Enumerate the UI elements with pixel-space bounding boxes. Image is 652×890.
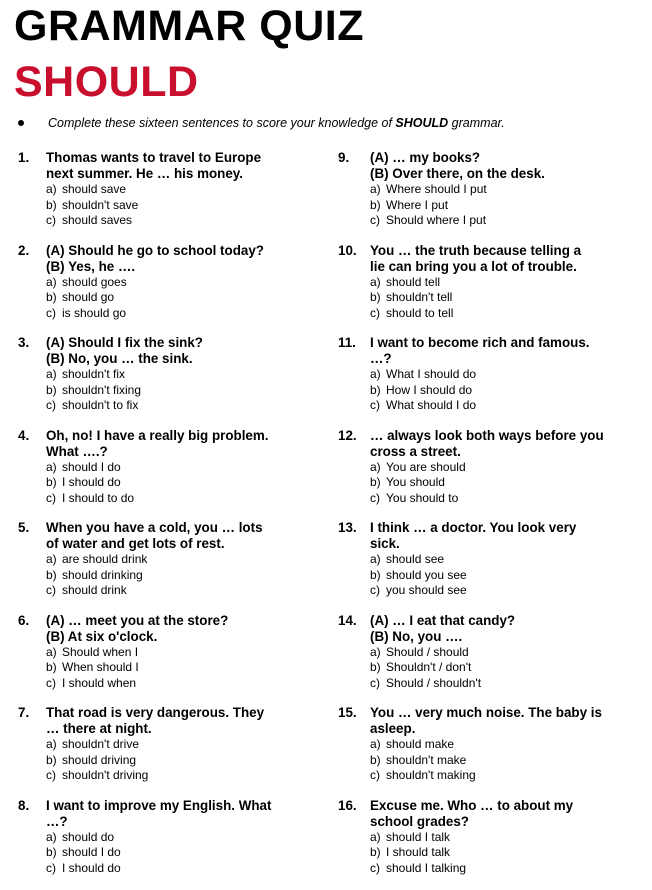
option-text: shouldn't tell [386, 290, 452, 304]
option-letter: b) [46, 660, 62, 676]
question-number: 5. [18, 520, 44, 535]
answer-option[interactable] [370, 845, 642, 861]
option-text: should see [386, 552, 444, 566]
option-letter: a) [370, 552, 386, 568]
option-text: should drinking [62, 568, 143, 582]
answer-option[interactable] [370, 290, 642, 306]
option-text: should to tell [386, 306, 453, 320]
instruction-emphasis: SHOULD [395, 116, 448, 130]
question-text: (A) … meet you at the store? (B) At six o'clock. [46, 613, 316, 645]
option-letter: c) [46, 768, 62, 784]
question-body [370, 428, 642, 507]
questions-column-left [14, 150, 304, 890]
option-text: should make [386, 737, 454, 751]
option-letter: c) [370, 491, 386, 507]
answer-option[interactable] [46, 475, 316, 491]
answer-option[interactable] [46, 830, 316, 846]
question-body [370, 705, 642, 784]
option-text: What I should do [386, 367, 476, 381]
answer-option[interactable] [370, 275, 642, 291]
instruction [14, 116, 644, 130]
option-letter: c) [370, 768, 386, 784]
question-item [14, 428, 304, 521]
bullet-icon [18, 120, 24, 126]
option-text: should do [62, 830, 114, 844]
question-number: 12. [338, 428, 368, 443]
answer-option[interactable] [370, 737, 642, 753]
question-body [46, 243, 316, 322]
answer-option[interactable] [370, 460, 642, 476]
answer-option[interactable] [370, 861, 642, 877]
answer-option[interactable] [46, 660, 316, 676]
option-letter: c) [46, 583, 62, 599]
option-text: How I should do [386, 383, 472, 397]
answer-option[interactable] [370, 753, 642, 769]
answer-option[interactable] [370, 583, 642, 599]
option-letter: b) [370, 198, 386, 214]
answer-option[interactable] [370, 660, 642, 676]
option-letter: b) [46, 290, 62, 306]
answer-option[interactable] [46, 460, 316, 476]
question-body [46, 335, 316, 414]
question-text: (A) Should I fix the sink? (B) No, you … the sink. [46, 335, 316, 367]
question-text: I want to become rich and famous. …? [370, 335, 642, 367]
question-item [334, 520, 624, 613]
option-letter: b) [46, 475, 62, 491]
option-letter: b) [370, 845, 386, 861]
question-item [334, 613, 624, 706]
option-letter: b) [46, 753, 62, 769]
question-item [14, 150, 304, 243]
question-text: You … very much noise. The baby is asleep. [370, 705, 642, 737]
option-text: shouldn't fix [62, 367, 125, 381]
option-text: should driving [62, 753, 136, 767]
option-text: You are should [386, 460, 466, 474]
option-letter: c) [46, 491, 62, 507]
option-letter: b) [46, 198, 62, 214]
option-text: Should when I [62, 645, 138, 659]
option-text: should goes [62, 275, 127, 289]
question-text: That road is very dangerous. They … there at night. [46, 705, 316, 737]
answer-option[interactable] [370, 552, 642, 568]
option-text: Where I put [386, 198, 448, 212]
question-text: I think … a doctor. You look very sick. [370, 520, 642, 552]
option-letter: a) [370, 275, 386, 291]
answer-option[interactable] [46, 753, 316, 769]
option-text: should you see [386, 568, 467, 582]
question-text: Excuse me. Who … to about my school grades? [370, 798, 642, 830]
question-number: 16. [338, 798, 368, 813]
question-item [334, 150, 624, 243]
answer-option[interactable] [46, 583, 316, 599]
option-letter: c) [46, 398, 62, 414]
option-letter: a) [46, 460, 62, 476]
option-text: shouldn't make [386, 753, 466, 767]
question-number: 2. [18, 243, 44, 258]
question-text: You … the truth because telling a lie can bring you a lot of trouble. [370, 243, 642, 275]
option-text: You should to [386, 491, 458, 505]
question-number: 14. [338, 613, 368, 628]
option-letter: b) [370, 568, 386, 584]
answer-option[interactable] [370, 568, 642, 584]
question-body [370, 520, 642, 599]
option-text: Should / shouldn't [386, 676, 481, 690]
question-item [334, 243, 624, 336]
question-number: 11. [338, 335, 368, 350]
question-text: (A) … my books? (B) Over there, on the desk. [370, 150, 642, 182]
question-item [14, 520, 304, 613]
option-text: Should where I put [386, 213, 486, 227]
option-text: shouldn't making [386, 768, 476, 782]
option-letter: a) [370, 645, 386, 661]
question-text: (A) Should he go to school today? (B) Yes, he …. [46, 243, 316, 275]
option-letter: a) [46, 275, 62, 291]
answer-option[interactable] [46, 198, 316, 214]
option-text: you should see [386, 583, 467, 597]
questions-column-right [334, 150, 624, 890]
question-item [334, 705, 624, 798]
option-letter: b) [370, 290, 386, 306]
answer-option[interactable] [46, 768, 316, 784]
option-text: I should do [62, 861, 121, 875]
instruction-prefix: Complete these sixteen sentences to score your knowledge of [48, 116, 395, 130]
option-letter: c) [46, 213, 62, 229]
answer-option[interactable] [46, 845, 316, 861]
option-text: should saves [62, 213, 132, 227]
answer-option[interactable] [46, 398, 316, 414]
answer-option[interactable] [370, 830, 642, 846]
question-item [334, 798, 624, 890]
option-letter: a) [370, 737, 386, 753]
answer-option[interactable] [46, 306, 316, 322]
option-text: I should talk [386, 845, 450, 859]
option-text: shouldn't save [62, 198, 138, 212]
option-text: should tell [386, 275, 440, 289]
question-number: 13. [338, 520, 368, 535]
option-letter: b) [370, 660, 386, 676]
question-number: 3. [18, 335, 44, 350]
question-item [334, 428, 624, 521]
option-text: shouldn't driving [62, 768, 148, 782]
option-letter: a) [370, 367, 386, 383]
question-item [14, 798, 304, 890]
option-letter: b) [46, 568, 62, 584]
answer-option[interactable] [46, 645, 316, 661]
option-text: should I talk [386, 830, 450, 844]
answer-option[interactable] [370, 475, 642, 491]
option-letter: c) [46, 861, 62, 877]
option-letter: a) [370, 182, 386, 198]
option-letter: b) [370, 753, 386, 769]
question-item [14, 613, 304, 706]
option-letter: c) [370, 583, 386, 599]
option-text: You should [386, 475, 445, 489]
option-text: are should drink [62, 552, 147, 566]
option-text: What should I do [386, 398, 476, 412]
answer-option[interactable] [370, 768, 642, 784]
option-letter: b) [46, 383, 62, 399]
question-body [370, 335, 642, 414]
answer-option[interactable] [46, 367, 316, 383]
option-text: should I do [62, 845, 121, 859]
answer-option[interactable] [46, 275, 316, 291]
question-number: 4. [18, 428, 44, 443]
option-letter: c) [370, 398, 386, 414]
question-number: 6. [18, 613, 44, 628]
instruction-suffix: grammar. [448, 116, 505, 130]
option-letter: c) [370, 213, 386, 229]
question-body [370, 798, 642, 877]
question-text: I want to improve my English. What …? [46, 798, 316, 830]
option-text: I should to do [62, 491, 134, 505]
question-item [14, 243, 304, 336]
question-number: 9. [338, 150, 368, 165]
answer-option[interactable] [46, 552, 316, 568]
answer-option[interactable] [370, 213, 642, 229]
question-number: 10. [338, 243, 368, 258]
question-item [14, 705, 304, 798]
option-text: Shouldn't / don't [386, 660, 471, 674]
option-letter: b) [46, 845, 62, 861]
question-number: 1. [18, 150, 44, 165]
option-letter: a) [46, 552, 62, 568]
option-text: should drink [62, 583, 127, 597]
question-body [46, 705, 316, 784]
option-letter: a) [46, 645, 62, 661]
option-text: Should / should [386, 645, 469, 659]
option-letter: b) [370, 475, 386, 491]
question-number: 15. [338, 705, 368, 720]
option-letter: c) [370, 861, 386, 877]
quiz-subtitle: SHOULD [14, 58, 199, 106]
option-text: shouldn't drive [62, 737, 139, 751]
option-letter: c) [46, 306, 62, 322]
question-number: 7. [18, 705, 44, 720]
option-text: should go [62, 290, 114, 304]
answer-option[interactable] [46, 213, 316, 229]
answer-option[interactable] [370, 182, 642, 198]
option-text: is should go [62, 306, 126, 320]
question-body [46, 798, 316, 877]
answer-option[interactable] [370, 306, 642, 322]
option-text: should I do [62, 460, 121, 474]
option-text: should I talking [386, 861, 466, 875]
option-letter: b) [370, 383, 386, 399]
option-letter: a) [370, 830, 386, 846]
option-letter: a) [370, 460, 386, 476]
question-body [46, 520, 316, 599]
option-text: Where should I put [386, 182, 487, 196]
answer-option[interactable] [46, 568, 316, 584]
option-letter: c) [370, 676, 386, 692]
question-body [46, 613, 316, 692]
answer-option[interactable] [370, 645, 642, 661]
answer-option[interactable] [370, 398, 642, 414]
quiz-title: GRAMMAR QUIZ [14, 2, 364, 50]
question-body [370, 150, 642, 229]
option-text: shouldn't to fix [62, 398, 138, 412]
question-item [14, 335, 304, 428]
answer-option[interactable] [370, 383, 642, 399]
option-text: shouldn't fixing [62, 383, 141, 397]
question-item [334, 335, 624, 428]
option-letter: c) [370, 306, 386, 322]
answer-option[interactable] [46, 491, 316, 507]
question-body [46, 150, 316, 229]
question-text: When you have a cold, you … lots of water and get lots of rest. [46, 520, 316, 552]
question-body [370, 613, 642, 692]
question-body [46, 428, 316, 507]
option-text: should save [62, 182, 126, 196]
option-letter: a) [46, 737, 62, 753]
question-body [370, 243, 642, 322]
option-letter: a) [46, 367, 62, 383]
question-text: Thomas wants to travel to Europe next summer. He … his money. [46, 150, 316, 182]
option-letter: c) [46, 676, 62, 692]
answer-option[interactable] [46, 737, 316, 753]
answer-option[interactable] [46, 861, 316, 877]
question-text: … always look both ways before you cross a street. [370, 428, 642, 460]
answer-option[interactable] [370, 676, 642, 692]
question-text: Oh, no! I have a really big problem. What ….? [46, 428, 316, 460]
answer-option[interactable] [370, 198, 642, 214]
option-letter: a) [46, 182, 62, 198]
answer-option[interactable] [46, 290, 316, 306]
answer-option[interactable] [370, 491, 642, 507]
option-text: I should do [62, 475, 121, 489]
question-text: (A) … I eat that candy? (B) No, you …. [370, 613, 642, 645]
option-text: I should when [62, 676, 136, 690]
option-text: When should I [62, 660, 139, 674]
answer-option[interactable] [370, 367, 642, 383]
answer-option[interactable] [46, 383, 316, 399]
answer-option[interactable] [46, 182, 316, 198]
question-number: 8. [18, 798, 44, 813]
option-letter: a) [46, 830, 62, 846]
answer-option[interactable] [46, 676, 316, 692]
